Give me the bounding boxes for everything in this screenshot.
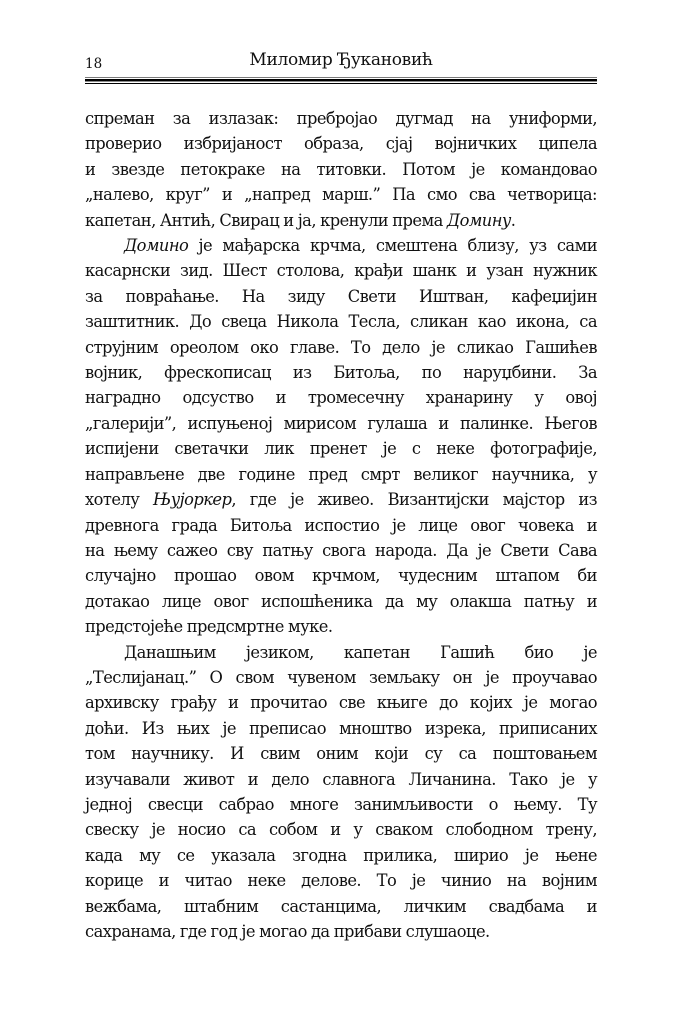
paragraph [85, 106, 597, 233]
page-header [85, 50, 597, 74]
header-rule [85, 77, 597, 85]
text-line [85, 690, 597, 715]
text-line [85, 182, 597, 207]
text-run: случајно прошао овом крчмом, чудесним штапом би [85, 566, 597, 586]
text-line [85, 538, 597, 563]
header-rule-line [85, 77, 597, 78]
text-line [85, 487, 597, 512]
text-line [85, 309, 597, 334]
header-rule-line [85, 83, 597, 85]
text-run: када му се указала згодна прилика, ширио је њене [85, 845, 597, 865]
text-line [85, 411, 597, 436]
text-run: заштитник. До свеца Никола Тесла, сликан као икона, са [85, 312, 597, 332]
text-line [85, 513, 597, 538]
text-line [85, 360, 597, 385]
italic-text: Њујоркер [153, 490, 232, 510]
text-run: спреман за излазак: пребројао дугмад на униформи, [85, 109, 597, 128]
text-line [85, 868, 597, 893]
text-run: је мађарска крчма, смештена близу, уз сами [188, 236, 597, 256]
paragraph [85, 640, 597, 945]
text-run: капетан, Антић, Свирац и ја, кренули према [85, 210, 447, 230]
text-line [85, 665, 597, 690]
text-run: на њему сажео сву патњу свога народа. Да је Свети Сава [85, 540, 597, 560]
text-run: „Теслијанац.” О свом чувеном земљаку он је проучавао [85, 667, 597, 687]
text-run: проверио избријаност образа, сјај војничких ципела [85, 134, 597, 154]
text-run: „галерији”, испуњеној мирисом гулаша и палинке. Његов [85, 413, 597, 433]
text-line [85, 131, 597, 156]
paragraph [85, 233, 597, 640]
text-line [85, 157, 597, 182]
text-line [85, 767, 597, 792]
text-run: војник, фрескописац из Битоља, по наруџбини. За [85, 363, 597, 383]
text-line [85, 741, 597, 766]
text-run: дотакао лице овог испошћеника да му олакша патњу и [85, 591, 597, 611]
text-run: струјним ореолом око главе. То дело је сликао Гашићев [85, 337, 597, 357]
italic-text: Домино [124, 236, 189, 256]
text-line [85, 843, 597, 868]
text-line [85, 335, 597, 360]
text-run: , где је живео. Византијски мајстор из [231, 490, 597, 510]
text-run: . [510, 210, 516, 230]
text-line [85, 106, 597, 131]
text-run: испијени светачки лик пренет је с неке фотографије, [85, 439, 597, 459]
italic-text: Домину [446, 210, 511, 230]
text-line [85, 716, 597, 741]
text-run: предстојеће предсмртне муке. [85, 617, 333, 637]
text-line [85, 233, 597, 258]
text-run: архивску грађу и прочитао све књиге до којих је могао [85, 693, 597, 713]
text-line [85, 284, 597, 309]
text-line [85, 817, 597, 842]
text-run: вежбама, штабним састанцима, личким свадбама и [85, 896, 597, 916]
text-run: корице и читао неке делове. То је чинио на војним [85, 871, 597, 891]
text-line [85, 919, 597, 944]
text-run: свеску је носио са собом и у сваком слободном трену, [85, 820, 597, 840]
text-line [85, 589, 597, 614]
text-line [85, 208, 597, 233]
text-line [85, 563, 597, 588]
text-run: „налево, круг” и „напред марш.” Па смо сва четворица: [85, 185, 597, 205]
text-line [85, 792, 597, 817]
text-run: касарнски зид. Шест столова, крађи шанк и узан нужник [85, 261, 597, 281]
body-text [85, 106, 597, 944]
text-run: за повраћање. На зиду Свети Иштван, кафеџијин [85, 286, 597, 306]
text-line [85, 614, 597, 639]
text-line [85, 462, 597, 487]
text-run: Данашњим језиком, капетан Гашић био је [124, 642, 597, 662]
text-run: направљене две године пред смрт великог научника, у [85, 464, 597, 484]
text-run: древнога града Битоља испостио је лице овог човека и [85, 515, 597, 535]
text-line [85, 640, 597, 665]
text-run: наградно одсуство и тромесечну хранарину у овој [85, 388, 597, 408]
text-run: изучавали живот и дело славнога Личанина. Тако је у [85, 769, 597, 789]
page-number: 18 [85, 56, 103, 72]
text-run: доћи. Из њих је преписао мноштво изрека, приписаних [85, 718, 597, 738]
text-run: том научнику. И свим оним који су са поштовањем [85, 744, 597, 764]
text-line [85, 894, 597, 919]
text-line [85, 436, 597, 461]
text-run: хотелу [85, 490, 154, 510]
text-run: једној свесци сабрао многе занимљивости о њему. Ту [85, 794, 597, 814]
text-run: сахранама, где год је могао да прибави слушаоце. [85, 922, 490, 941]
text-line [85, 258, 597, 283]
text-run: и звезде петокраке на титовки. Потом је командовао [85, 159, 597, 179]
running-head-author: Миломир Ђукановић [249, 50, 433, 70]
text-line [85, 385, 597, 410]
